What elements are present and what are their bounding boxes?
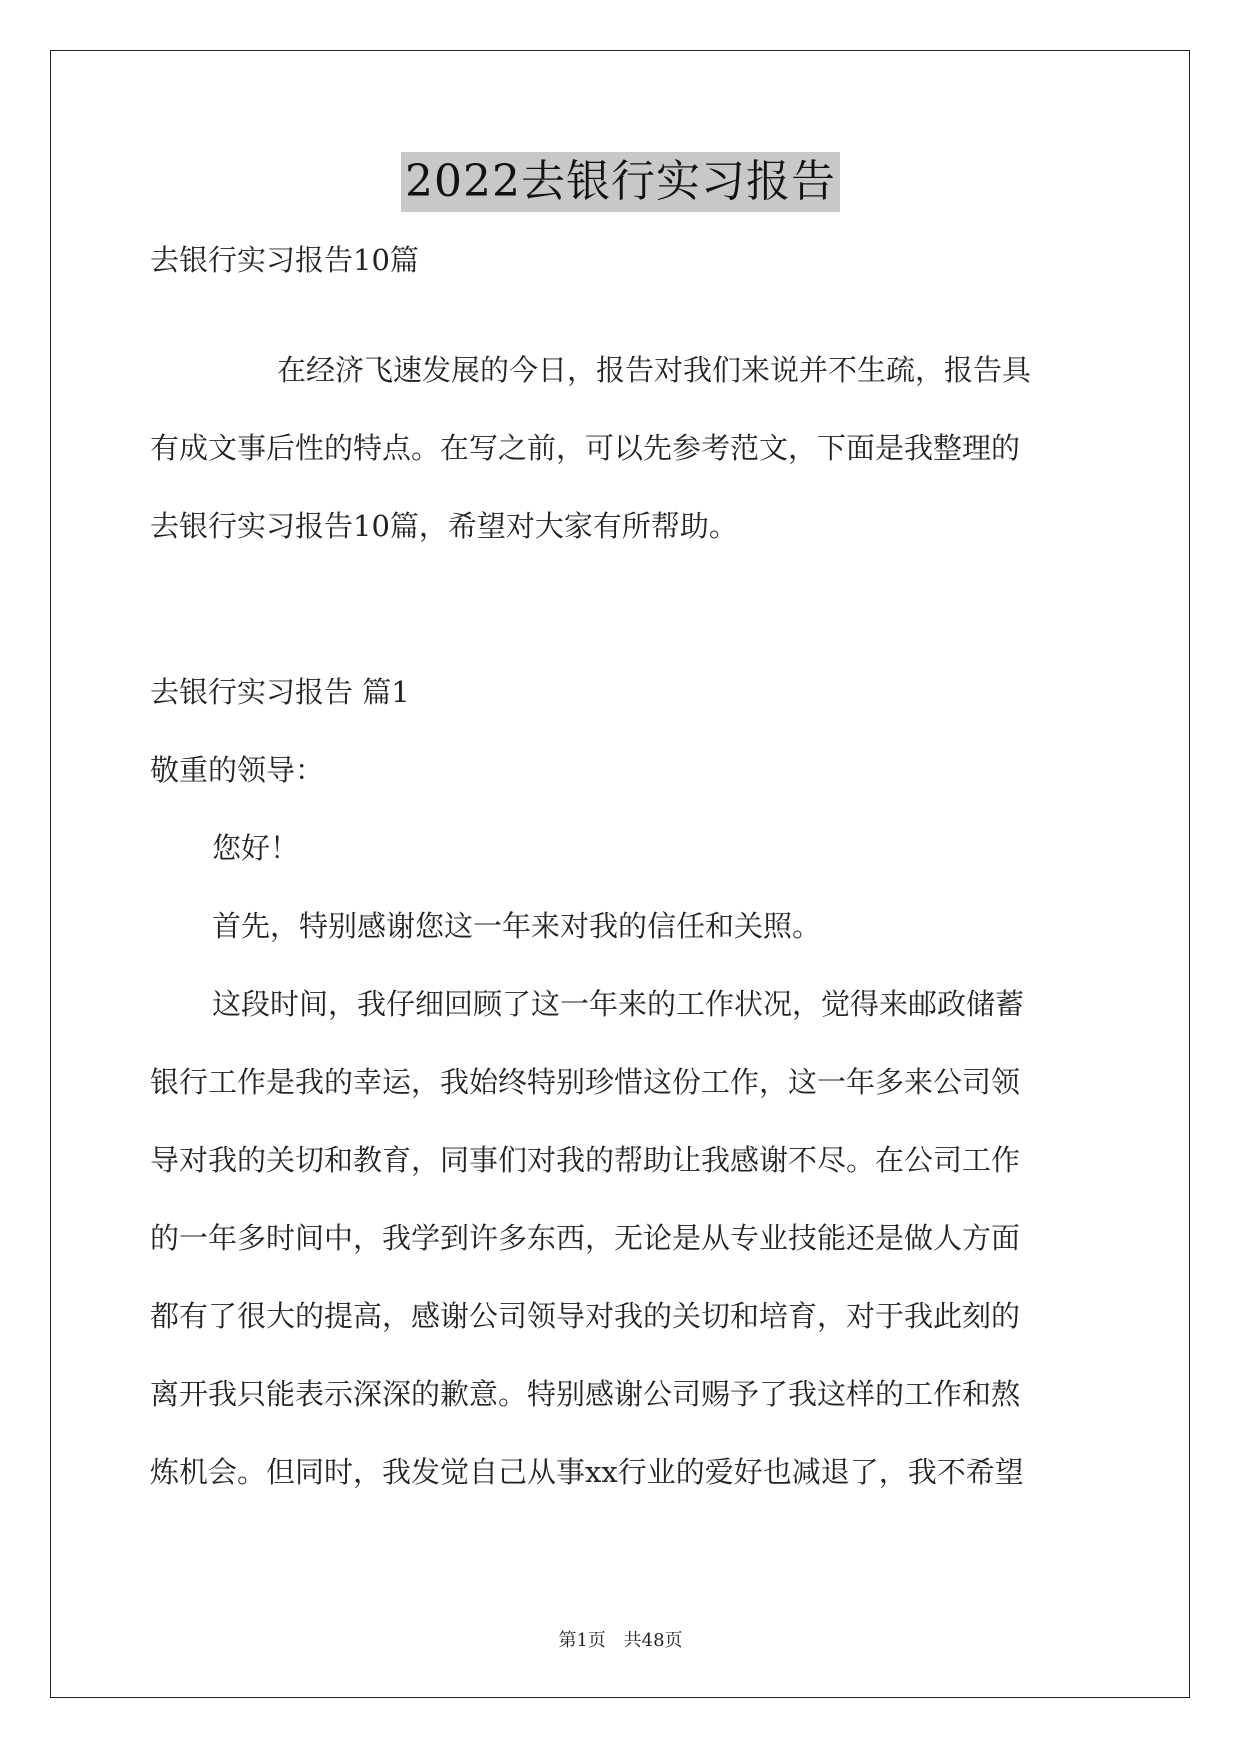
paragraph-line: 导对我的关切和教育，同事们对我的帮助让我感谢不尽。在公司工作 <box>150 1143 1021 1177</box>
paragraph-line: 离开我只能表示深深的歉意。特别感谢公司赐予了我这样的工作和熬 <box>150 1377 1021 1411</box>
page-border <box>50 50 1190 1698</box>
page-footer <box>0 1628 1241 1654</box>
paragraph-line: 这段时间，我仔细回顾了这一年来的工作状况，觉得来邮政储蓄 <box>212 987 1025 1021</box>
page-number: 第1页 <box>558 1630 606 1651</box>
intro-line: 有成文事后性的特点。在写之前，可以先参考范文，下面是我整理的 <box>150 431 1021 465</box>
title-container <box>0 152 1241 212</box>
document-title: 2022去银行实习报告 <box>401 152 840 212</box>
intro-line: 在经济飞速发展的今日，报告对我们来说并不生疏，报告具 <box>277 353 1032 387</box>
salutation: 敬重的领导： <box>150 753 325 787</box>
paragraph-line: 炼机会。但同时，我发觉自己从事xx行业的爱好也减退了，我不希望 <box>150 1455 1024 1489</box>
section-heading: 去银行实习报告 篇1 <box>150 675 410 709</box>
paragraph-line: 首先，特别感谢您这一年来对我的信任和关照。 <box>212 909 822 943</box>
paragraph-line: 都有了很大的提高，感谢公司领导对我的关切和培育，对于我此刻的 <box>150 1299 1021 1333</box>
greeting: 您好！ <box>212 831 300 865</box>
intro-line: 去银行实习报告10篇，希望对大家有所帮助。 <box>150 509 738 543</box>
paragraph-line: 的一年多时间中，我学到许多东西，无论是从专业技能还是做人方面 <box>150 1221 1021 1255</box>
paragraph-line: 银行工作是我的幸运，我始终特别珍惜这份工作，这一年多来公司领 <box>150 1065 1021 1099</box>
page-total: 共48页 <box>623 1630 683 1651</box>
subtitle: 去银行实习报告10篇 <box>150 243 419 277</box>
